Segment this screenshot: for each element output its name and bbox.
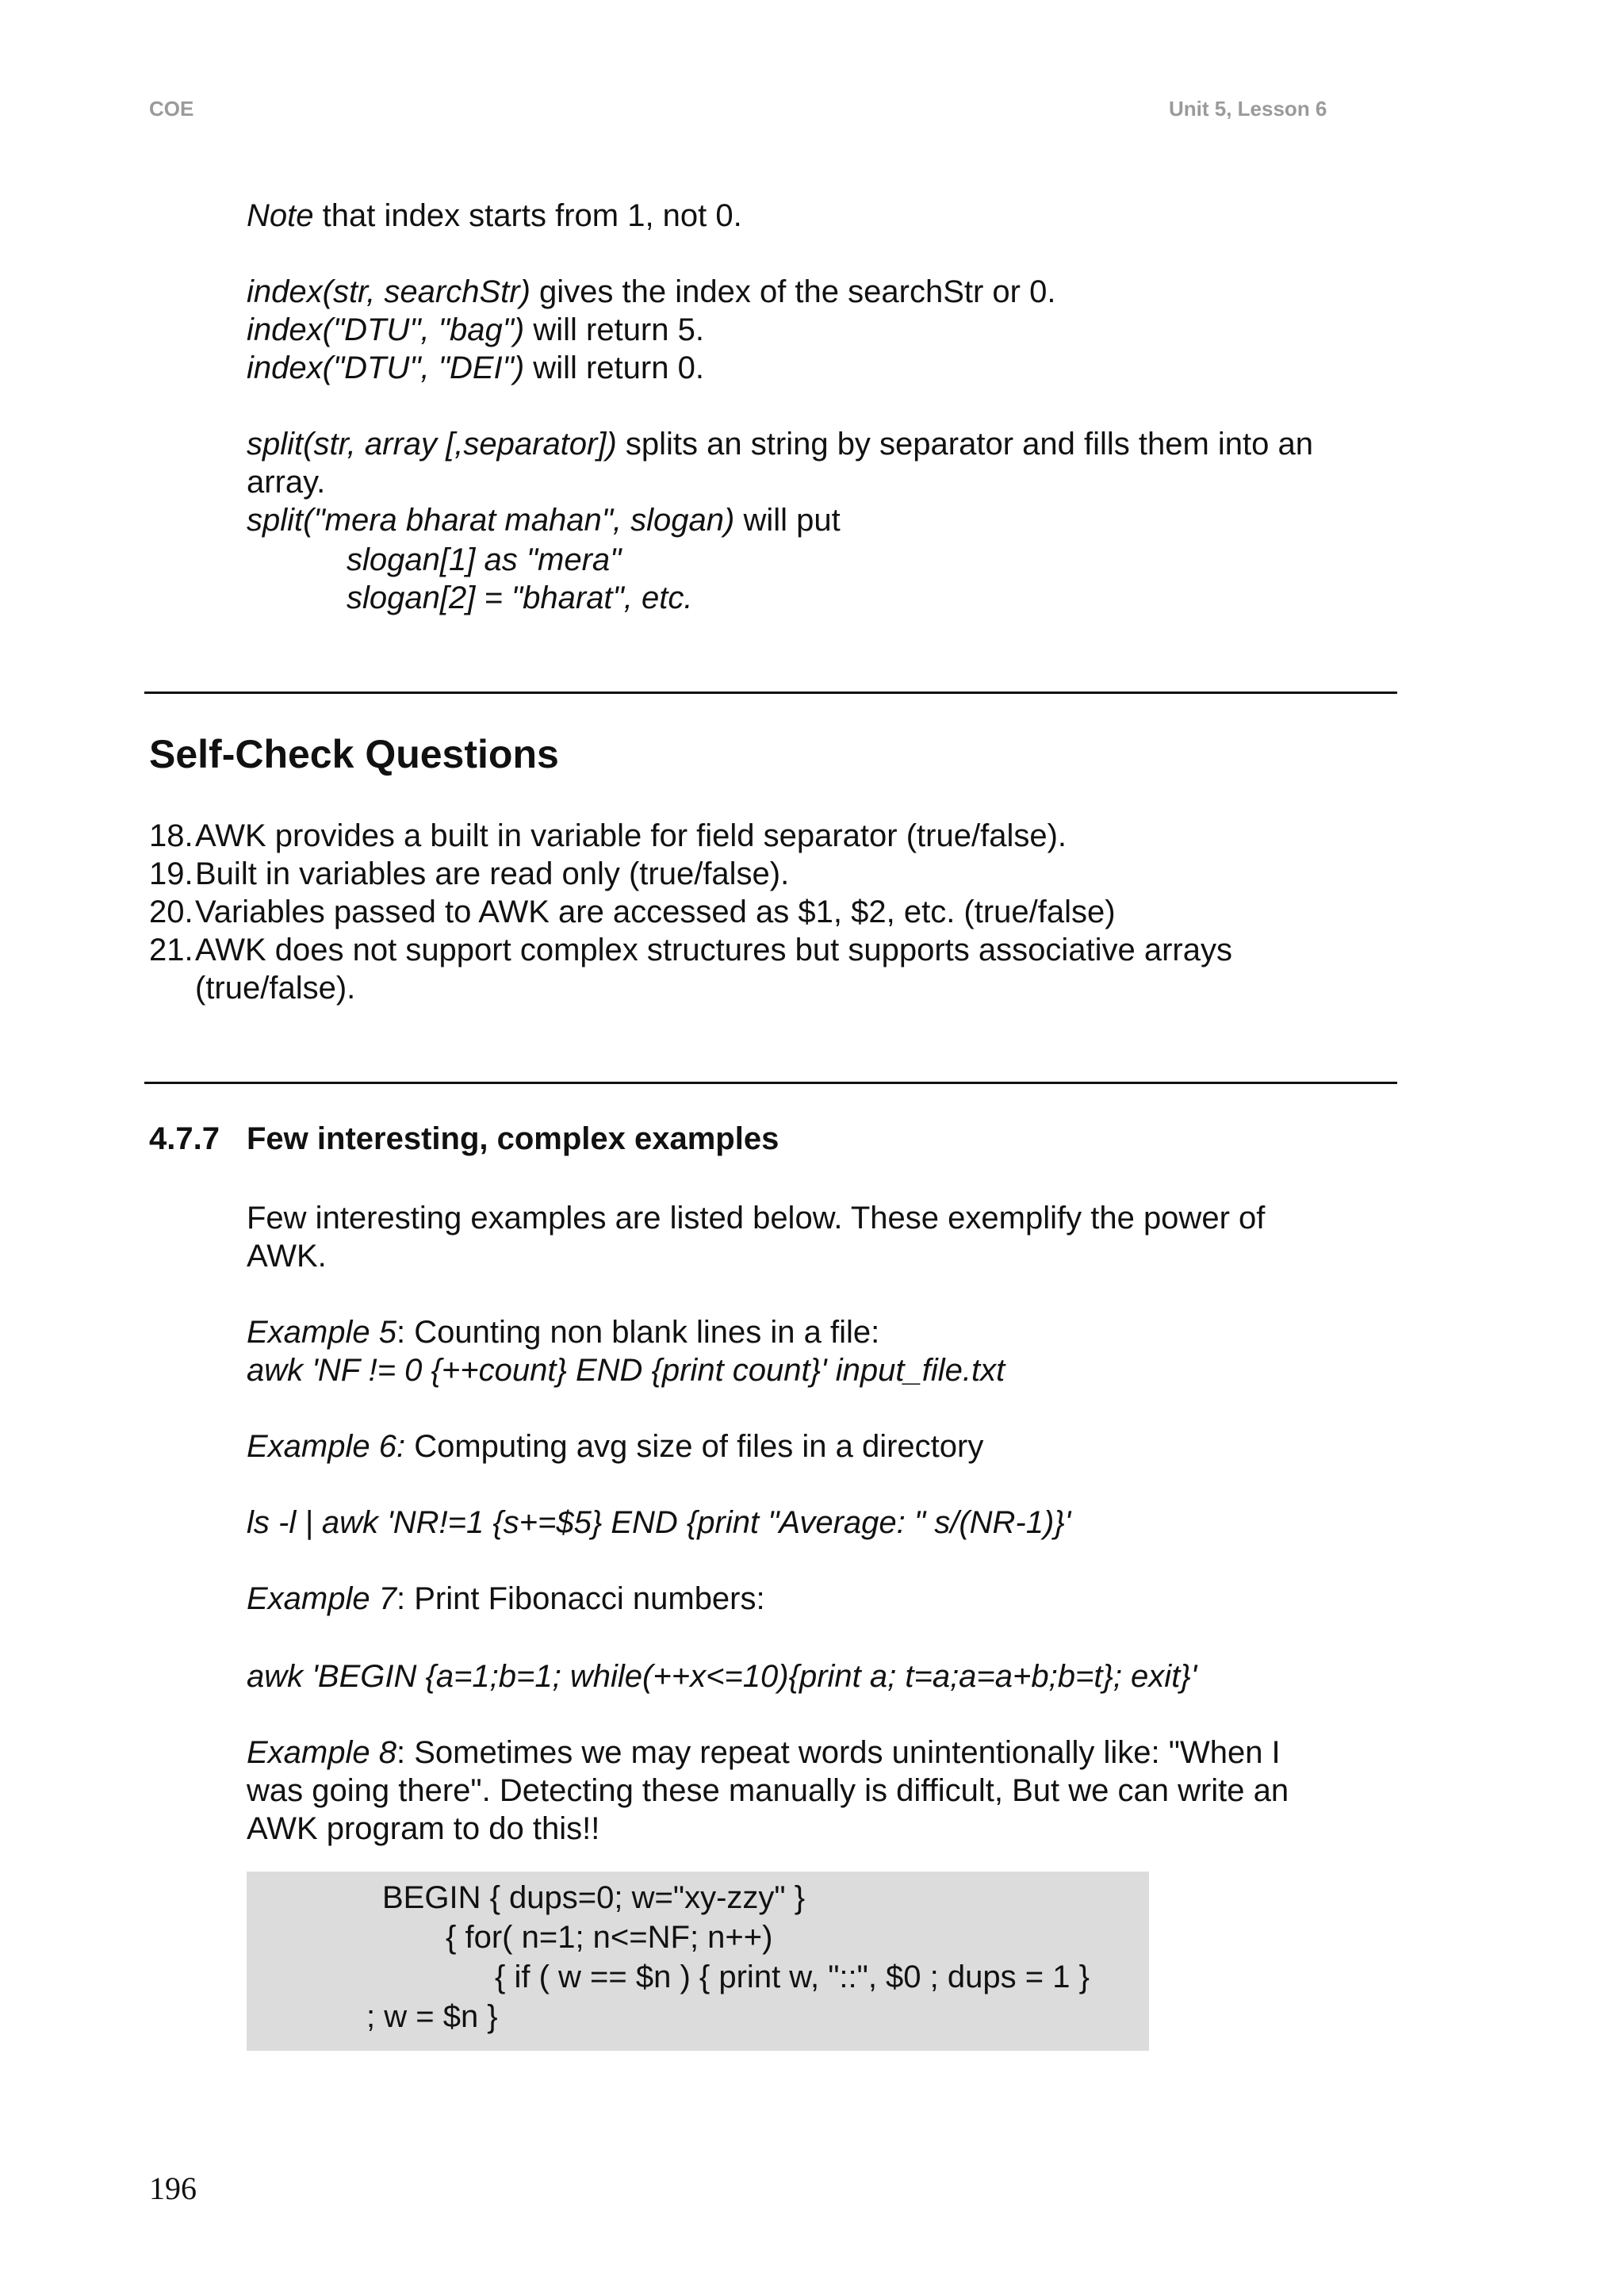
section-title: Few interesting, complex examples	[247, 1121, 779, 1156]
note-emphasis: Note	[247, 198, 314, 233]
example-8-line-2: was going there". Detecting these manually is difficult, But we can write an	[247, 1773, 1289, 1808]
index-signature: index(str, searchStr)	[247, 274, 530, 309]
section-intro-line-1: Few interesting examples are listed below. These exemplify the power of	[247, 1201, 1266, 1236]
example-6-label: Example 6:	[247, 1429, 406, 1464]
section-divider-1	[144, 692, 1397, 694]
section-number: 4.7.7	[149, 1121, 220, 1156]
question-number: 19.	[149, 856, 193, 891]
index-description: gives the index of the searchStr or 0.	[530, 274, 1056, 309]
question-text: AWK provides a built in variable for field separator (true/false).	[195, 818, 1067, 853]
example-5-label: Example 5	[247, 1315, 396, 1350]
running-header-right: Unit 5, Lesson 6	[1169, 97, 1327, 121]
question-number: 21.	[149, 933, 193, 967]
index-signature-line	[247, 273, 1055, 311]
question-text: AWK does not support complex structures but supports associative arrays	[195, 933, 1232, 967]
code-line-2: { for( n=1; n<=NF; n++)	[446, 1920, 773, 1955]
index-example-2	[247, 349, 704, 387]
running-header-left: COE	[149, 97, 194, 121]
example-8-line-3: AWK program to do this!!	[247, 1811, 600, 1846]
example-7-heading	[247, 1580, 765, 1618]
code-line-3: { if ( w == $n ) { print w, "::", $0 ; dups = 1 }	[495, 1960, 1090, 1994]
split-description-cont: array.	[247, 465, 326, 500]
index-example-2-result: will return 0.	[524, 351, 704, 385]
example-8-description: : Sometimes we may repeat words unintentionally like: "When I	[396, 1735, 1281, 1770]
question-21	[149, 931, 1232, 969]
self-check-heading: Self-Check Questions	[149, 732, 559, 776]
split-signature: split(str, array [,separator])	[247, 427, 617, 462]
question-18	[149, 817, 1067, 855]
example-7-code: awk 'BEGIN {a=1;b=1; while(++x<=10){print a; t=a;a=a+b;b=t}; exit}'	[247, 1659, 1197, 1694]
question-19	[149, 855, 789, 893]
split-description: splits an string by separator and fills them into an	[616, 427, 1314, 462]
split-result-line-2: slogan[2] = "bharat", etc.	[347, 580, 693, 615]
question-21-cont: (true/false).	[195, 971, 356, 1006]
example-7-label: Example 7	[247, 1581, 396, 1616]
section-intro-line-2: AWK.	[247, 1239, 327, 1274]
note-line	[247, 197, 742, 235]
note-text: that index starts from 1, not 0.	[313, 198, 742, 233]
index-example-2-code: index("DTU", "DEI")	[247, 351, 525, 385]
example-5-code: awk 'NF != 0 {++count} END {print count}' input_file.txt	[247, 1353, 1005, 1388]
split-example-text: will put	[734, 503, 841, 538]
page-number: 196	[149, 2170, 197, 2206]
question-20	[149, 893, 1116, 931]
section-divider-2	[144, 1082, 1397, 1084]
index-example-1-result: will return 5.	[524, 312, 704, 347]
example-6-heading	[247, 1427, 983, 1466]
index-example-1	[247, 311, 704, 349]
example-8-label: Example 8	[247, 1735, 396, 1770]
split-result-line-1: slogan[1] as "mera"	[347, 542, 622, 577]
split-example-code: split("mera bharat mahan", slogan)	[247, 503, 735, 538]
example-6-code: ls -l | awk 'NR!=1 {s+=$5} END {print "Average: " s/(NR-1)}'	[247, 1505, 1071, 1540]
question-number: 18.	[149, 818, 193, 853]
index-example-1-code: index("DTU", "bag")	[247, 312, 525, 347]
split-signature-line	[247, 425, 1313, 463]
code-line-1: BEGIN { dups=0; w="xy-zzy" }	[382, 1880, 806, 1915]
example-6-description: Computing avg size of files in a directory	[405, 1429, 984, 1464]
example-7-description: : Print Fibonacci numbers:	[396, 1581, 765, 1616]
question-text: Built in variables are read only (true/false).	[195, 856, 790, 891]
example-5-heading	[247, 1313, 879, 1351]
code-line-4: ; w = $n }	[366, 1999, 498, 2034]
example-5-description: : Counting non blank lines in a file:	[396, 1315, 880, 1350]
question-text: Variables passed to AWK are accessed as $1, $2, etc. (true/false)	[195, 895, 1116, 929]
split-example-line	[247, 501, 841, 539]
example-8-heading	[247, 1734, 1281, 1772]
question-number: 20.	[149, 895, 193, 929]
